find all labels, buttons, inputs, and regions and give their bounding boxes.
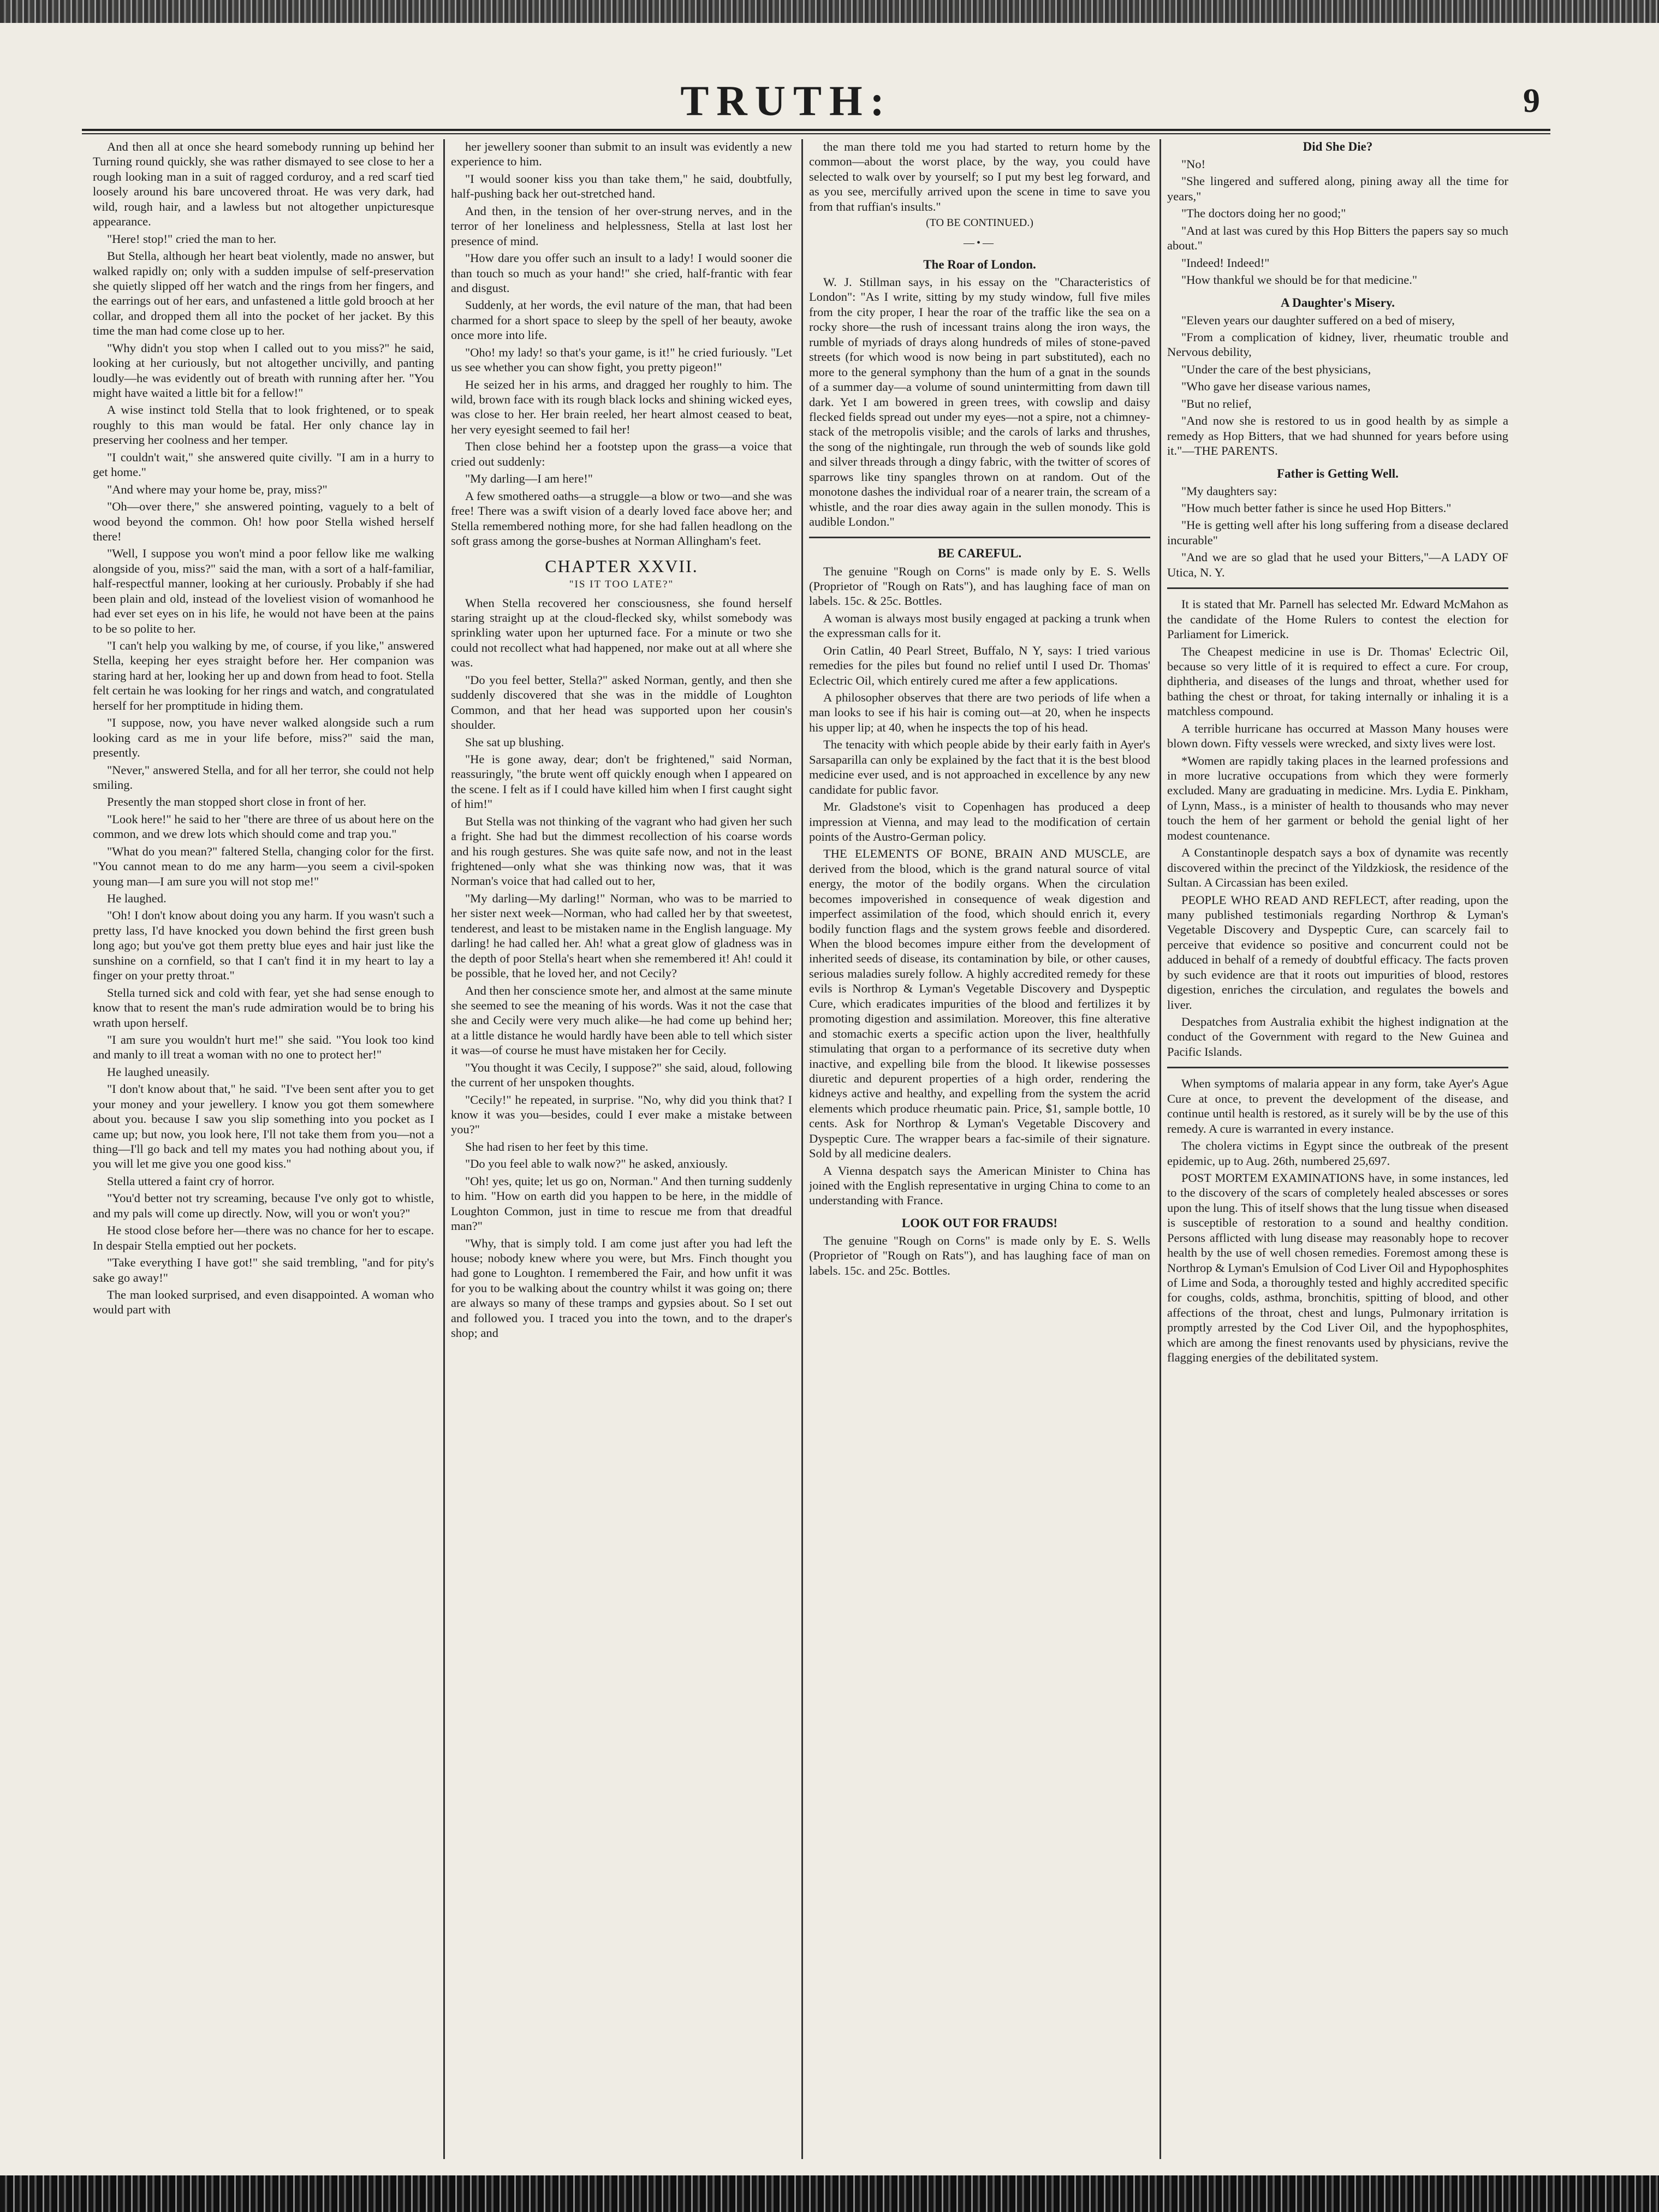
paragraph: "I can't help you walking by me, of course, if you like," answered Stella, keeping her eyes straight before her. Her companion was staring hard at her, looking her up and down from head to foot. Stella felt certain he was looking for her rings and watch, and congratulated herself for her promptitude in hiding them. — [93, 639, 434, 712]
paragraph: Presently the man stopped short close in front of her. — [107, 795, 366, 809]
paragraph: POST MORTEM EXAMINATIONS have, in some instances, led to the discovery of the scars of completely healed abscesses or sores upon the lung. This of itself shows that the lung tissue when diseased is susceptible of restoration to a sound and healthy condition. Persons afflicted with lung disease may reasonably hope to recover health by the use of well chosen remedies. Foremost among these is Northrop & Lyman's Emulsion of Cod Liver Oil and Hypophosphites of Lime and Soda, a thoroughly tested and highly accredited specific for coughs, colds, asthma, bronchitis, spitting of blood, and other affections of the throat, chest and lungs, Pulmonary irritation is promptly arrested by the Cod Liver Oil, and the hypophosphites, which are among the finest renovants used by physicians, revive the flagging energies of the debilitated system. — [1167, 1170, 1508, 1365]
paragraph: "He is getting well after his long suffering from a disease declared incurable" — [1167, 518, 1508, 547]
column-2 — [451, 139, 792, 2154]
masthead-rule-thin — [82, 133, 1550, 134]
paragraph: A Constantinople despatch says a box of dynamite was recently discovered within the precinct of the Yildzkiosk, the residence of the Sultan. A Circassian has been exiled. — [1167, 846, 1508, 890]
paragraph: "Oh! yes, quite; let us go on, Norman." And then turning suddenly to him. "How on earth did you happen to be here, in the middle of Loughton Common, just in time to rescue me from that dreadful man?" — [451, 1174, 792, 1233]
paragraph: "And now she is restored to us in good health by as simple a remedy as Hop Bitters, that we had shunned for years before using it."—THE PARENTS. — [1167, 414, 1508, 458]
paragraph: It is stated that Mr. Parnell has selected Mr. Edward McMahon as the candidate of the Home Rulers to contest the election for Parliament for Limerick. — [1167, 597, 1508, 641]
article-heading: Father is Getting Well. — [1277, 466, 1399, 480]
article-heading: A Daughter's Misery. — [1281, 295, 1395, 310]
paragraph: He seized her in his arms, and dragged her roughly to him. The wild, brown face with its rough black locks and shining wicked eyes, was close to her. Her brain reeled, her heart almost ceased to beat, her very eyesight seemed to fail her! — [451, 377, 792, 436]
paragraph: She sat up blushing. — [465, 735, 564, 749]
article-heading: The Roar of London. — [923, 257, 1036, 271]
masthead-title: TRUTH: — [680, 77, 892, 124]
paragraph: And then her conscience smote her, and almost at the same minute she seemed to see the meaning of his words. Was it not the case that she and Cecily were very much alike—he had come up behind her; at a little distance he would hardly have been able to tell which sister it was—of course he must have mistaken her for Cecily. — [451, 983, 792, 1057]
column-4 — [1167, 139, 1508, 2154]
paragraph: When Stella recovered her consciousness, she found herself staring straight up at the cloud-flecked sky, whilst somebody was sprinkling water upon her upturned face. For a minute or two she could not recollect what had happened, nor make out at all where she was. — [451, 596, 792, 670]
paragraph: "My darling—I am here!" — [465, 472, 593, 486]
paragraph: A woman is always most busily engaged at packing a trunk when the expressman calls for it. — [809, 611, 1150, 640]
paragraph: But Stella, although her heart beat violently, made no answer, but walked rapidly on; only with a sudden impulse of self-preservation she quietly slipped off her watch and the rings from her fingers, and the earrings out of her ears, and unfastened a little gold brooch at her collar, and dropped them all into the pocket of her jacket. By this time the man had come close up to her. — [93, 249, 434, 338]
paragraph: "Oh! I don't know about doing you any harm. If you wasn't such a pretty lass, I'd have knocked you down behind the first green bush long ago; but you've got them pretty blue eyes and hair just like the sunshine on a cornfield, so that I can't find it in my heart to lay a finger on your pretty throat." — [93, 908, 434, 983]
scan-bottom-edge — [0, 2175, 1659, 2212]
paragraph: "I don't know about that," he said. "I've been sent after you to get your money and your jewellery. I know you got them somewhere about you. because I saw you slip something into you pocket as I came up; but now, you look here, I'll not take them from you—not a thing—I'll go back and tell my mates you had nothing about you, if you will let me give you one good kiss." — [93, 1082, 434, 1171]
paragraph: Mr. Gladstone's visit to Copenhagen has produced a deep impression at Vienna, and may lead to the modification of certain points of the Austro-German policy. — [809, 800, 1150, 843]
paragraph: "Do you feel better, Stella?" asked Norman, gently, and then she suddenly discovered that she was in the middle of Loughton Common, and that her head was supported upon her cousin's shoulder. — [451, 673, 792, 732]
paragraph: "My darling—My darling!" Norman, who was to be married to her sister next week—Norman, who had called her by that sweetest, tenderest, and least to be mistaken name in the English language. My darling! he had called her. Ah! what a great glow of gladness was in the depth of poor Stella's heart when she remembered it! Ah! could it be possible, that he loved her, and not Cecily? — [451, 891, 792, 980]
column-divider — [801, 139, 803, 2159]
paragraph: "Why, that is simply told. I am come just after you had left the house; nobody knew where you were, but Mrs. Finch thought you had gone to Loughton. I remembered the Fair, and how unfit it was for you to be walking about the country whilst it was going on; there are always so many of these tramps and gypsies about. So I set out and followed you. I traced you into the town, and to the draper's shop; and — [451, 1236, 792, 1340]
paragraph: A terrible hurricane has occurred at Masson Many houses were blown down. Fifty vessels were wrecked, and sixty lives were lost. — [1167, 721, 1508, 751]
section-rule — [809, 537, 1150, 538]
paragraph: "But no relief, — [1181, 396, 1252, 411]
column-divider — [443, 139, 445, 2159]
paragraph: Orin Catlin, 40 Pearl Street, Buffalo, N Y, says: I tried various remedies for the piles but found no relief until I used Dr. Thomas' Eclectric Oil, which entirely cured me after a few applications. — [809, 643, 1150, 687]
section-rule — [1167, 1067, 1508, 1068]
paragraph: He stood close before her—there was no chance for her to escape. In despair Stella emptied out her pockets. — [93, 1223, 434, 1252]
paragraph: "I couldn't wait," she answered quite civilly. "I am in a hurry to get home." — [93, 450, 434, 479]
paragraph: He laughed. — [107, 891, 167, 905]
paragraph: The tenacity with which people abide by their early faith in Ayer's Sarsaparilla can only be explained by the fact that it is the best blood medicine ever used, and is not approached in excellence by any new candidate for public favor. — [809, 738, 1150, 796]
paragraph: Despatches from Australia exhibit the highest indignation at the conduct of the Government with regard to the New Guinea and Pacific Islands. — [1167, 1015, 1508, 1059]
paragraph: "Eleven years our daughter suffered on a bed of misery, — [1181, 313, 1455, 327]
paragraph: The genuine "Rough on Corns" is made only by E. S. Wells (Proprietor of "Rough on Rats"), and has laughing face of man on labels. 15c. & 25c. Bottles. — [809, 564, 1150, 608]
paragraph: "I am sure you wouldn't hurt me!" she said. "You look too kind and manly to ill treat a woman with no one to protect her!" — [93, 1032, 434, 1062]
paragraph: He laughed uneasily. — [107, 1065, 210, 1079]
paragraph: And then, in the tension of her over-strung nerves, and in the terror of her loneliness and helplessness, Stella at last lost her presence of mind. — [451, 204, 792, 248]
paragraph: "The doctors doing her no good;" — [1181, 206, 1346, 221]
paragraph: The Cheapest medicine in use is Dr. Thomas' Eclectric Oil, because so very little of it is required to effect a cure. For croup, diphtheria, and diseases of the lungs and throat, whether used for bathing the chest or throat, for taking internally or inhaling it is a matchless compound. — [1167, 644, 1508, 718]
column-divider — [1159, 139, 1161, 2159]
to-be-continued: (TO BE CONTINUED.) — [926, 217, 1033, 229]
paragraph: She had risen to her feet by this time. — [465, 1139, 649, 1153]
paragraph: A philosopher observes that there are two periods of life when a man looks to see if his hair is coming out—at 20, when he inspects his upper lip; at 40, when he inspects the top of his head. — [809, 691, 1150, 734]
chapter-subtitle: "IS IT TOO LATE?" — [569, 579, 674, 591]
paragraph: THE ELEMENTS OF BONE, BRAIN AND MUSCLE, are derived from the blood, which is the grand natural source of vital energy, the motor of the bodily organs. When the circulation becomes impoverished in consequence of weak digestion and imperfect assimilation of the food, which should enrich it, every bodily function flags and the system grows feeble and disordered. When the blood becomes impure either from the development of inherited seeds of disease, its contamination by bile, or other causes, serious maladies surely follow. A highly accredited remedy for these evils is Northrop & Lyman's Vegetable Discovery and Dyspeptic Cure, which eradicates impurities of the blood and fertilizes it by promoting digestion and assimilation. Moreover, this fine alterative and stomachic exerts a specific action upon the liver, healthfully stimulating that organ to a performance of its secretive duty when inactive, and expelling bile from the blood. It likewise possesses diuretic and depurent properties of a high order, rendering the kidneys active and healthy, and expelling from the system the acrid elements which produce rheumatic pain. Price, $1, sample bottle, 10 cents. Ask for Northrop & Lyman's Vegetable Discovery and Dyspeptic Cure. The wrapper bears a fac-simile of their signature. Sold by all medicine dealers. — [809, 847, 1150, 1161]
paragraph: "No! — [1181, 157, 1206, 171]
paragraph: W. J. Stillman says, in his essay on the "Characteristics of London": "As I write, sitting by my study window, full five miles from the city proper, I hear the roar of the traffic like the sea on a rocky shore—the rush of incessant trains along the iron ways, the rumble of myriads of drays along hundreds of miles of stone-paved streets (for which wood is now being in part substituted), each no more to the general symphony than the hum of a gnat in the sounds of a summer day—a volume of sound unintermitting from dawn till dark. Yet I am bowered in green trees, with cowslip and daisy flecked fields spread out under my eyes—not a spire, not a chimney-stack of the metropolis visible; and the carols of larks and thrushes, the song of the nightingale, run through the web of sounds like gold and silver threads through a dingy fabric, with the twitter of scores of sparrows like tiny spangles thrown on at random. Out of the monotone dashes the individual roar of a nearer train, the scream of a whistle, and the roar dies away again in the sullen monody. This is audible London." — [809, 275, 1150, 529]
paragraph: "Do you feel able to walk now?" he asked, anxiously. — [465, 1157, 728, 1171]
paragraph: The cholera victims in Egypt since the outbreak of the present epidemic, up to Aug. 26th, numbered 25,697. — [1167, 1139, 1508, 1168]
paragraph: The genuine "Rough on Corns" is made only by E. S. Wells (Proprietor of "Rough on Rats"), and has laughing face of man on labels. 15c. and 25c. Bottles. — [809, 1233, 1150, 1277]
article-heading: LOOK OUT FOR FRAUDS! — [901, 1216, 1058, 1230]
paragraph: PEOPLE WHO READ AND REFLECT, after reading, upon the many published testimonials regarding Northrop & Lyman's Vegetable Discovery and Dyspeptic Cure, can scarcely fail to perceive that evidence so positive and concurrent could not be adduced in behalf of a remedy of doubtful efficacy. The facts proven by such evidence are that it roots out impurities of blood, restores digestion, enriches the circulation, and regulates the bowels and liver. — [1167, 893, 1508, 1012]
paragraph: "He is gone away, dear; don't be frightened," said Norman, reassuringly, "the brute went off quickly enough when I appeared on the scene. I felt as if I could have killed him when I first caught sight of him!" — [451, 752, 792, 811]
paragraph: "How thankful we should be for that medicine." — [1181, 273, 1418, 287]
paragraph: "And where may your home be, pray, miss?" — [107, 482, 328, 496]
paragraph: "Cecily!" he repeated, in surprise. "No, why did you think that? I know it was you—besides, could I ever make a mistake between you?" — [451, 1092, 792, 1137]
paragraph: And then all at once she heard somebody running up behind her Turning round quickly, she was rather dismayed to see close to her a rough looking man in a suit of ragged corduroy, and a red scarf tied loosely around his bare uncovered throat. He was very dark, had wild, rough hair, and a lawless but not altogether unpicturesque appearance. — [93, 140, 434, 229]
paragraph: "I would sooner kiss you than take them," he said, doubtfully, half-pushing back her out-stretched hand. — [451, 171, 792, 201]
paragraph: The man looked surprised, and even disappointed. A woman who would part with — [93, 1287, 434, 1317]
paragraph: "I suppose, now, you have never walked alongside such a rum looking card as me in your life before, miss?" said the man, presently. — [93, 716, 434, 760]
page-number: 9 — [1523, 82, 1540, 120]
paragraph: But Stella was not thinking of the vagrant who had given her such a fright. She had but the dimmest recollection of his coarse words and his rough gestures. She was quite safe now, and not in the least frightened—only what she was thinking now was, that it was Norman's voice that had called out to her, — [451, 814, 792, 888]
paragraph: "You'd better not try screaming, because I've only got to whistle, and my pals will come up directly. Now, will you or won't you?" — [93, 1191, 434, 1220]
paragraph: Stella turned sick and cold with fear, yet she had sense enough to know that to resent the man's rude admiration would be to bring his wrath upon herself. — [93, 985, 434, 1030]
paragraph: "And at last was cured by this Hop Bitters the papers say so much about." — [1167, 223, 1508, 253]
paragraph: "Never," answered Stella, and for all her terror, she could not help smiling. — [93, 763, 434, 792]
article-heading: Did She Die? — [1303, 140, 1373, 153]
paragraph: "My daughters say: — [1181, 484, 1277, 498]
paragraph: "Oho! my lady! so that's your game, is it!" he cried furiously. "Let us see whether you can show fight, you pretty pigeon!" — [451, 345, 792, 374]
paragraph: "Oh—over there," she answered pointing, vaguely to a belt of wood beyond the common. Oh! how poor Stella wished herself there! — [93, 500, 434, 543]
paragraph: *Women are rapidly taking places in the learned professions and in more lucrative occupations from which they were formerly excluded. Many are graduating in medicine. Mrs. Lydia E. Pinkham, of Lynn, Mass., is a minister of health to thousands who may never touch the hem of her garment or behold the genial light of her modest countenance. — [1167, 753, 1508, 842]
column-1 — [93, 139, 434, 2154]
paragraph: Then close behind her a footstep upon the grass—a voice that cried out suddenly: — [451, 439, 792, 468]
paragraph: "She lingered and suffered along, pining away all the time for years," — [1167, 174, 1508, 203]
paragraph: "Here! stop!" cried the man to her. — [107, 231, 277, 246]
paragraph: A wise instinct told Stella that to look frightened, or to speak roughly to this man would be fatal. Her only chance lay in preserving her coolness and her temper. — [93, 403, 434, 447]
paragraph: "How much better father is since he used Hop Bitters." — [1181, 501, 1452, 515]
paragraph: "Well, I suppose you won't mind a poor fellow like me walking alongside of you, miss?" said the man, with a sort of a half-familiar, half-respectful manner, looking at her curiously. Probably if she had been plain and old, instead of the loveliest vision of womanhood he had ever set eyes on in his life, he would not have been at the pains to be so polite to her. — [93, 546, 434, 635]
paragraph: "From a complication of kidney, liver, rheumatic trouble and Nervous debility, — [1167, 330, 1508, 359]
paragraph: "And we are so glad that he used your Bitters,"—A LADY OF Utica, N. Y. — [1167, 550, 1508, 579]
article-heading: BE CAREFUL. — [937, 546, 1022, 561]
paragraph: Suddenly, at her words, the evil nature of the man, that had been charmed for a short space to sleep by the spell of her beauty, awoke once more into life. — [451, 298, 792, 342]
paragraph: "Under the care of the best physicians, — [1181, 362, 1371, 376]
paragraph: "You thought it was Cecily, I suppose?" she said, aloud, following the current of her unspoken thoughts. — [451, 1060, 792, 1090]
paragraph: "Indeed! Indeed!" — [1181, 255, 1270, 270]
masthead-rule — [82, 129, 1550, 131]
paragraph: "What do you mean?" faltered Stella, changing color for the first. "You cannot mean to do me any harm—you seem a civil-spoken young man—I am sure you will not stop me!" — [93, 844, 434, 888]
paragraph: When symptoms of malaria appear in any form, take Ayer's Ague Cure at once, to prevent the development of the disease, and continue until health is restored, as it surely will be by the use of this remedy. A cure is warranted in every instance. — [1167, 1077, 1508, 1135]
section-rule — [1167, 587, 1508, 589]
paragraph: "Look here!" he said to her "there are three of us about here on the common, and we drew lots which should come and trap you." — [93, 812, 434, 841]
paragraph: the man there told me you had started to return home by the common—about the worst place, by the way, you could have selected to walk over by yourself; so I put my best leg forward, and as you see, mercifully arrived upon the scene in time to save you from that ruffian's insults." — [809, 140, 1150, 213]
paragraph: "Why didn't you stop when I called out to you miss?" he said, looking at her curiously, but not altogether uncivilly, and panting loudly—he was evidently out of breath with running after her. "You might have waited a little bit for a fellow!" — [93, 341, 434, 400]
column-3 — [809, 139, 1150, 2154]
paragraph: her jewellery sooner than submit to an insult was evidently a new experience to him. — [451, 140, 792, 169]
paragraph: A Vienna despatch says the American Minister to China has joined with the English representative in urging China to come to an understanding with France. — [809, 1163, 1150, 1208]
chapter-heading: CHAPTER XXVII. — [545, 556, 698, 576]
paragraph: Stella uttered a faint cry of horror. — [107, 1174, 275, 1188]
scan-top-edge — [0, 0, 1659, 23]
paragraph: "Who gave her disease various names, — [1181, 379, 1371, 394]
paragraph: A few smothered oaths—a struggle—a blow or two—and she was free! There was a swift vision of a dearly loved face above her; and Stella remembered nothing more, for she had fallen headlong on the soft grass among the gorse-bushes at Norman Allingham's feet. — [451, 489, 792, 548]
paragraph: "Take everything I have got!" she said trembling, "and for pity's sake go away!" — [93, 1256, 434, 1285]
paragraph: "How dare you offer such an insult to a lady! I would sooner die than touch so much as your hand!" she cried, half-frantic with fear and disgust. — [451, 251, 792, 295]
ornament-divider: —•— — [963, 236, 996, 249]
